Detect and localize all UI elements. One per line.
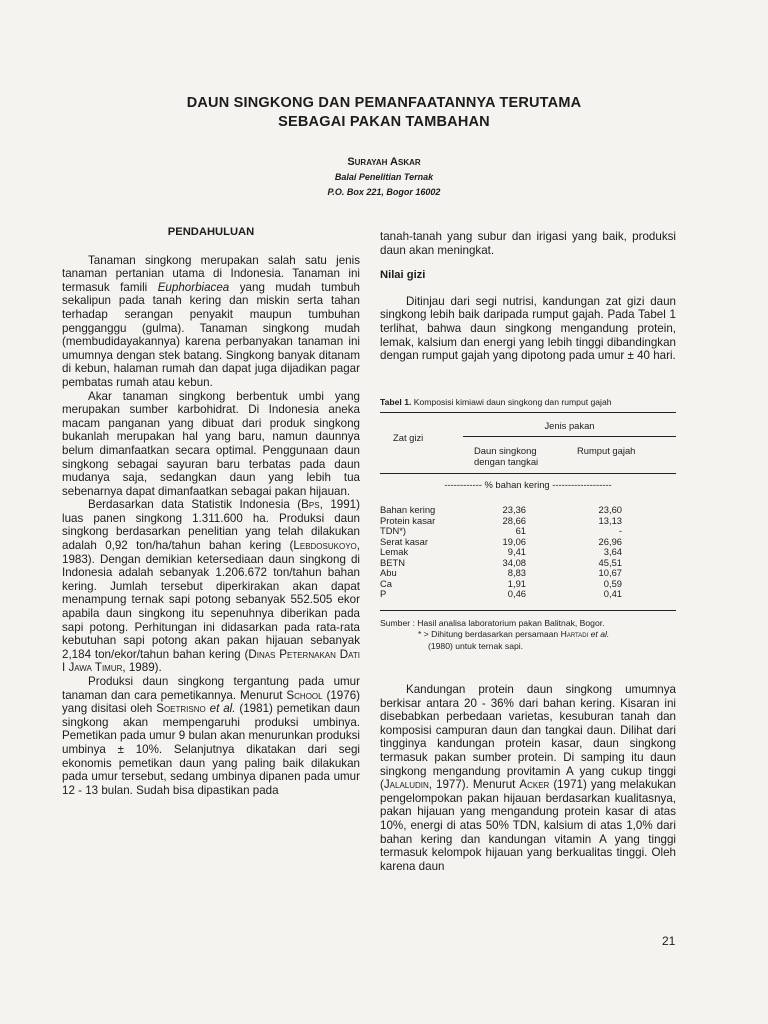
- left-column: [62, 226, 360, 797]
- paragraph-7: Kandungan protein daun singkong umumnya berkisar antara 20 - 36% dari bahan kering. Kisaran ini disebabkan perbedaan varietas, kesuburan tanah dan komposisi campuran daun dan tangkai daun. Dilihat dari tingginya kandungan protein kasar, daun singkong termasuk pakan sumber protein. Di samping itu daun singkong mengandung provitamin A yang cukup tinggi (Jalaludin, 1977). Menurut Acker (1971) yang melakukan pengelompokan pakan hijauan berdasarkan kualitasnya, pakan hijauan yang mengandung protein kasar di atas 10%, energi di atas 50% TDN, kalsium di atas 1,0% dari bahan kering dan kandungan vitamin A yang tinggi termasuk kelompok hijauan yang berkualitas tinggi. Oleh karena daun: [380, 683, 677, 873]
- table-row: [380, 515, 676, 526]
- table-header-zat-gizi: Zat gizi: [393, 432, 424, 443]
- table-cell-rumput: 26,96: [598, 535, 622, 547]
- table-cell-daun: 0,46: [507, 588, 526, 599]
- table-cell-zat: BETN: [380, 556, 406, 568]
- table-cell-rumput: 3,64: [603, 546, 622, 557]
- table-header-rule: [380, 473, 676, 474]
- table-cell-zat: Ca: [380, 577, 392, 589]
- table-cell-zat: Protein kasar: [380, 514, 436, 526]
- table-cell-daun: 9,41: [507, 546, 526, 557]
- table-cell-zat: P: [380, 588, 387, 599]
- table-cell-rumput: 13,13: [598, 514, 622, 526]
- table-cell-rumput: 23,60: [598, 504, 622, 515]
- table-row: [380, 536, 676, 547]
- table-body: [380, 504, 676, 599]
- table-cell-zat: Bahan kering: [380, 504, 436, 515]
- table-cell-daun: 23,36: [502, 504, 526, 515]
- table-cell-daun: 34,08: [502, 556, 526, 568]
- table-cell-zat: TDN*): [380, 525, 407, 536]
- table-cell-zat: Serat kasar: [380, 535, 428, 547]
- table-row: [380, 567, 676, 578]
- table-row: [380, 525, 676, 536]
- table-cell-daun: 8,83: [507, 567, 526, 578]
- paragraph-5: tanah-tanah yang subur dan irigasi yang baik, produksi daun akan meningkat.: [380, 230, 676, 257]
- table-row: [380, 504, 676, 515]
- paper-title: [0, 94, 768, 132]
- table-bottom-rule: [380, 610, 676, 611]
- table-cell-daun: 1,91: [507, 577, 526, 589]
- author-block: [0, 155, 768, 200]
- paragraph-6: Ditinjau dari segi nutrisi, kandungan zat gizi daun singkong lebih baik daripada rumput gajah. Pada Tabel 1 terlihat, bahwa daun singkong mengandung protein, lemak, kalsium dan energi yang lebih tinggi dibandingkan dengan rumput gajah yang dipotong pada umur ± 40 hari.: [380, 294, 676, 363]
- table-cell-rumput: 0,59: [603, 577, 622, 589]
- table-header-daun: Daun singkong dengan tangkai: [474, 445, 539, 468]
- table-cell-daun: 19,06: [502, 535, 526, 547]
- table-row: [380, 588, 676, 599]
- title-line-1: DAUN SINGKONG DAN PEMANFAATANNYA TERUTAMA: [186, 95, 582, 111]
- table-cell-daun: 28,66: [502, 514, 526, 526]
- table-unit-row: ------------ % bahan kering -------------------: [444, 479, 612, 490]
- section-heading-intro: PENDAHULUAN: [167, 226, 255, 238]
- table-cell-rumput: 45,51: [598, 556, 622, 568]
- table-cell-rumput: 0,41: [603, 588, 622, 599]
- table-cell-daun: 61: [515, 525, 526, 536]
- paragraph-4: Produksi daun singkong tergantung pada umur tanaman dan cara pemetikannya. Menurut School (1976) yang disitasi oleh Soetrisno et al. (1981) pemetikan daun singkong akan mempengaruhi produksi umbinya. Pemetikan pada umur 9 bulan akan menurunkan produksi umbinya ± 10%. Selanjutnya dikatakan dari segi ekonomis pemetikan daun yang paling baik dilakukan pada umur tersebut, sedang umbinya dipanen pada umur 12 - 13 bulan. Sudah bisa dipastikan pada: [62, 675, 360, 797]
- author-affiliation: Balai Penelitian Ternak: [334, 172, 434, 182]
- paragraph-2: Akar tanaman singkong berbentuk umbi yang merupakan sumber karbohidrat. Di Indonesia aneka macam panganan yang dibuat dari produk singkong bukanlah merupakan hal yang baru, namun daunnya belum dimanfaatkan secara optimal. Penggunaan daun singkong sebagai sayuran baru terbatas pada daun mudanya saja, sedangkan daun yang lebih tua sebenarnya dapat dimanfaatkan sebagai pakan hijauan.: [62, 389, 360, 498]
- table-notes: [380, 618, 680, 652]
- table-star-note-cont: (1980) untuk ternak sapi.: [428, 640, 524, 651]
- table-cell-zat: Lemak: [380, 546, 409, 557]
- section-heading-gizi: Nilai gizi: [380, 269, 426, 282]
- table-top-rule: [380, 412, 676, 413]
- right-column-lower: [380, 683, 676, 873]
- author-address: P.O. Box 221, Bogor 16002: [327, 187, 441, 197]
- table-cell-rumput: 10,67: [598, 567, 622, 578]
- table-source-note: Sumber : Hasil analisa laboratorium pakan Balitnak, Bogor.: [380, 618, 605, 628]
- page-number: 21: [662, 934, 676, 948]
- author-name: Surayah Askar: [347, 156, 421, 168]
- table-cell-zat: Abu: [380, 567, 397, 578]
- table-header-rumput: Rumput gajah: [577, 445, 636, 456]
- table-row: [380, 578, 676, 589]
- table-caption: Tabel 1. Komposisi kimiawi daun singkong dan rumput gajah: [380, 397, 612, 407]
- title-line-2: SEBAGAI PAKAN TAMBAHAN: [278, 114, 490, 130]
- paragraph-3: Berdasarkan data Statistik Indonesia (Bps, 1991) luas panen singkong 1.311.600 ha. Produksi daun singkong berdasarkan penelitian yang telah dilakukan adalah 0,92 ton/ha/tahun bahan kering (Lebdosukoyo, 1983). Dengan demikian ketersediaan daun singkong di Indonesia adalah sebanyak 1.206.672 ton/tahun bahan kering. Jumlah tersebut diperkirakan akan dapat menampung ternak sapi potong sebanyak 552.505 ekor apabila daun singkong itu sepenuhnya diberikan pada sapi potong. Perhitungan ini didasarkan pada rata-rata kebutuhan sapi potong akan pakan hijauan sebanyak 2,184 ton/ekor/tahun bahan kering (Dinas Peternakan Dati I Jawa Timur, 1989).: [62, 498, 361, 675]
- table-row: [380, 546, 676, 557]
- table-subheader-rule: [463, 436, 676, 437]
- table-header-jenis-pakan: Jenis pakan: [544, 420, 595, 431]
- table-cell-rumput: -: [618, 525, 622, 536]
- table-star-note: * > Dihitung berdasarkan persamaan Hartadi et al.: [418, 629, 610, 640]
- paragraph-1: Tanaman singkong merupakan salah satu jenis tanaman pertanian utama di Indonesia. Tanaman ini termasuk famili Euphorbiacea yang mudah tumbuh sekalipun pada tanah kering dan miskin serta tahan terhadap serangan penyakit maupun tumbuhan pengganggu (gulma). Tanaman singkong mudah (membudidayakannya) karena perbanyakan tanaman ini umumnya dengan stek batang. Singkong banyak ditanam di kebun, halaman rumah dan dapat juga dijadikan pagar pembatas rumah atau kebun.: [62, 253, 360, 389]
- right-column: [380, 230, 676, 363]
- table-row: [380, 557, 676, 568]
